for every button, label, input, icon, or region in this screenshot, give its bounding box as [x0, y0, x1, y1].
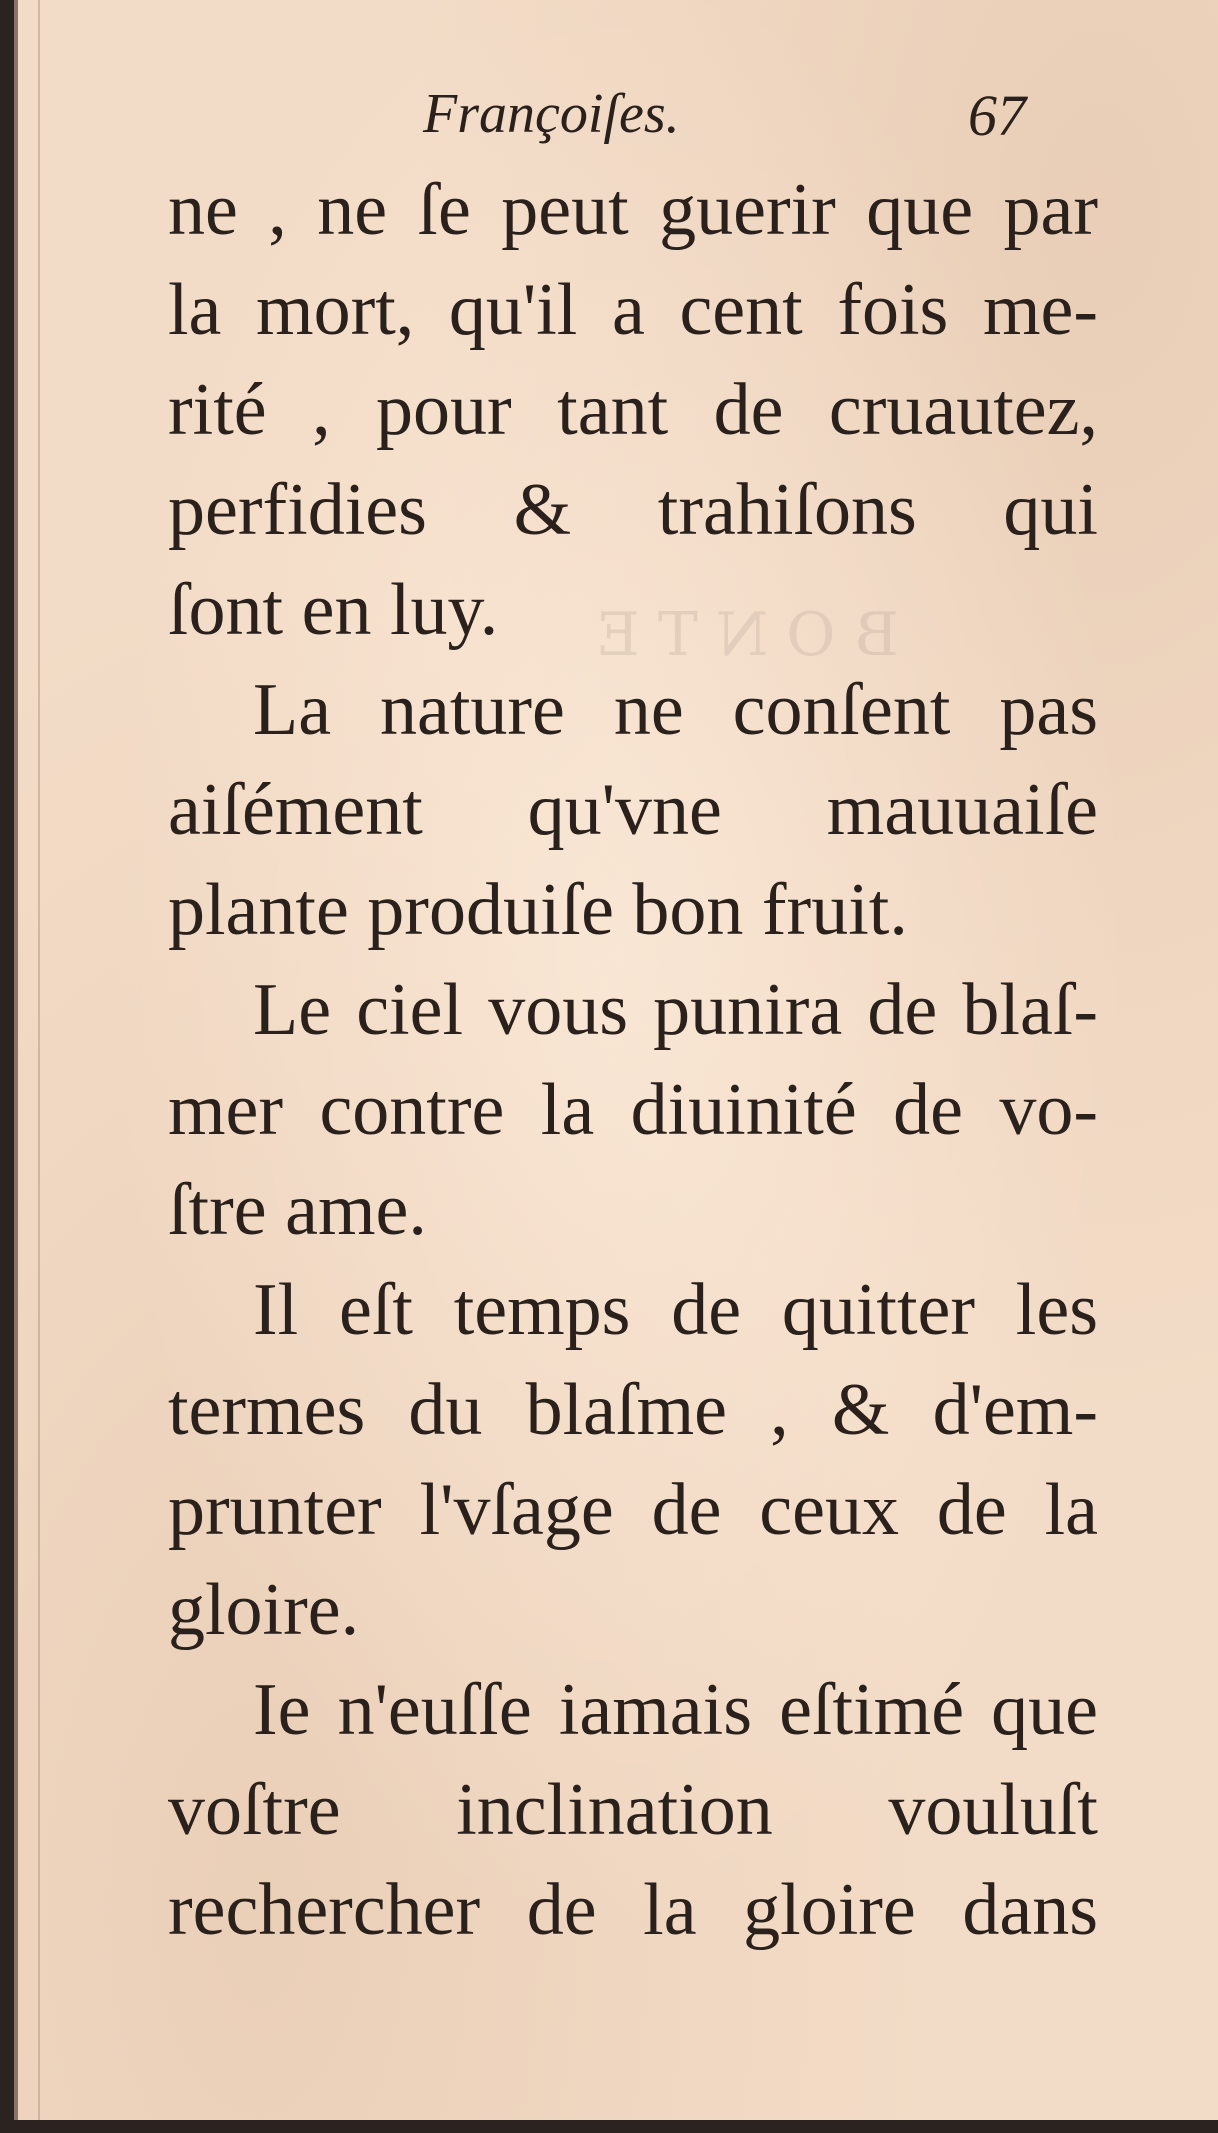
text-line: perfidies & trahiſons qui	[168, 469, 1098, 551]
text-line: prunter l'vſage de ceux de la	[168, 1469, 1098, 1551]
text-line: gloire.	[168, 1569, 360, 1651]
text-line: ſtre ame.	[168, 1169, 427, 1251]
text-line: La nature ne conſent pas	[253, 669, 1098, 751]
text-line: Il eſt temps de quitter les	[253, 1269, 1098, 1351]
running-head	[18, 82, 1218, 152]
text-line: voſtre inclination vouluſt	[168, 1769, 1098, 1851]
text-line: Le ciel vous punira de blaſ-	[253, 969, 1098, 1051]
text-line: aiſément qu'vne mauuaiſe	[168, 769, 1098, 851]
text-line: rechercher de la gloire dans	[168, 1869, 1098, 1951]
body-text	[168, 160, 1098, 1960]
book-page	[14, 0, 1218, 2120]
show-through-text: BONTE	[578, 600, 899, 670]
running-head-title: Françoiſes.	[423, 83, 680, 145]
text-line: plante produiſe bon fruit.	[168, 869, 908, 951]
text-line: Ie n'euſſe iamais eſtimé que	[253, 1669, 1098, 1751]
text-line: ne , ne ſe peut guerir que par	[168, 169, 1098, 251]
page-number: 67	[968, 83, 1026, 148]
text-line: mer contre la diuinité de vo-	[168, 1069, 1098, 1151]
text-line: la mort, qu'il a cent fois me-	[168, 269, 1098, 351]
page-gutter	[38, 0, 40, 2120]
text-line: termes du blaſme , & d'em-	[168, 1369, 1098, 1451]
text-line: ſont en luy.	[168, 569, 499, 651]
text-line: rité , pour tant de cruautez,	[168, 369, 1098, 451]
